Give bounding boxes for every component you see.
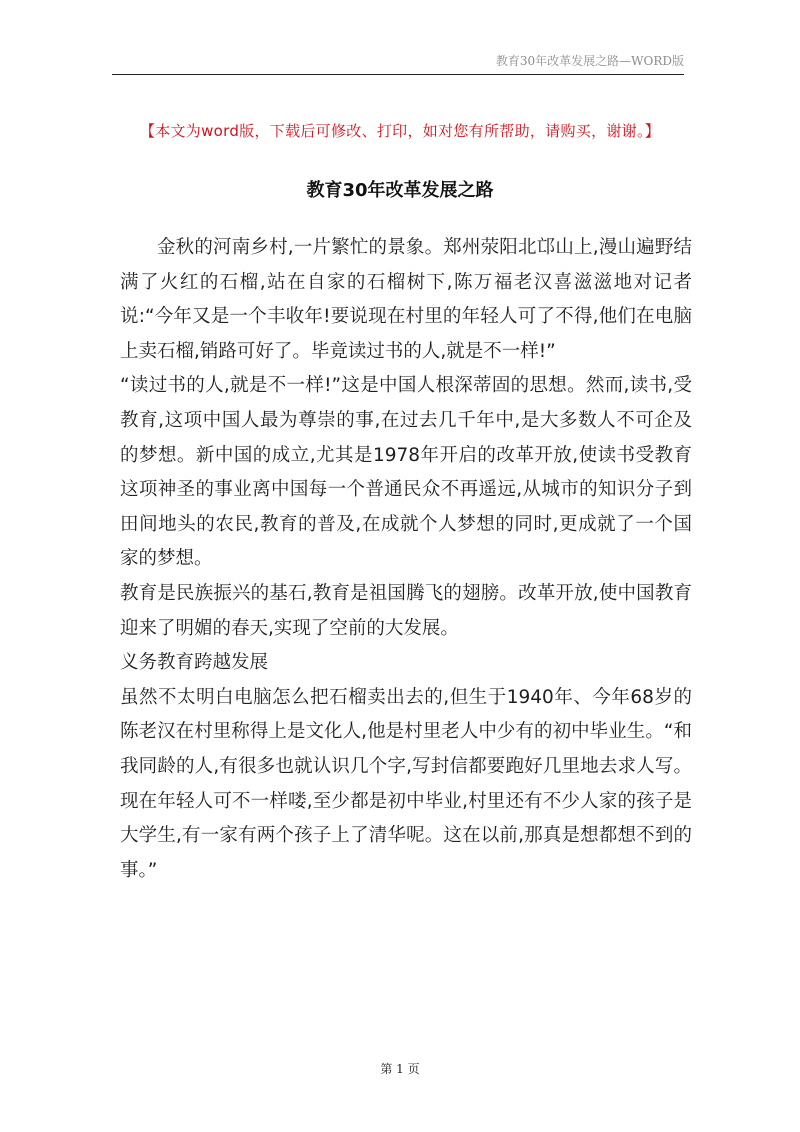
article-body xyxy=(120,231,692,888)
page-number: 第 1 页 xyxy=(380,1062,420,1076)
paragraph-2: “读过书的人,就是不一样!”这是中国人根深蒂固的思想。然而,读书,受教育,这项中国人最为尊崇的事,在过去几千年中,是大多数人不可企及的梦想。新中国的成立,尤其是1978年开启的改革开放,使读书受教育这项神圣的事业离中国每一个普通民众不再遥远,从城市的知识分子到田间地头的农民,教育的普及,在成就个人梦想的同时,更成就了一个国家的梦想。 xyxy=(120,375,692,570)
paragraph-3: 教育是民族振兴的基石,教育是祖国腾飞的翅膀。改革开放,使中国教育迎来了明媚的春天,实现了空前的大发展。 xyxy=(120,582,692,639)
header-divider xyxy=(112,74,684,75)
running-header: 教育30年改革发展之路—WORD版 xyxy=(495,54,684,68)
download-notice: 【本文为word版，下载后可修改、打印，如对您有所帮助，请购买，谢谢。】 xyxy=(139,122,661,140)
section-heading: 义务教育跨越发展 xyxy=(120,652,269,674)
paragraph-1: 金秋的河南乡村,一片繁忙的景象。郑州荥阳北邙山上,漫山遍野结满了火红的石榴,站在自家的石榴树下,陈万福老汉喜滋滋地对记者说:“今年又是一个丰收年!要说现在村里的年轻人可了不得,他们在电脑上卖石榴,销路可好了。毕竟读过书的人,就是不一样!” xyxy=(120,237,692,362)
paragraph-4: 虽然不太明白电脑怎么把石榴卖出去的,但生于1940年、今年68岁的陈老汉在村里称得上是文化人,他是村里老人中少有的初中毕业生。“和我同龄的人,有很多也就认识几个字,写封信都要跑好几里地去求人写。现在年轻人可不一样喽,至少都是初中毕业,村里还有不少人家的孩子是大学生,有一家有两个孩子上了清华呢。这在以前,那真是想都想不到的事。” xyxy=(120,686,692,881)
document-title: 教育30年改革发展之路 xyxy=(306,180,494,201)
